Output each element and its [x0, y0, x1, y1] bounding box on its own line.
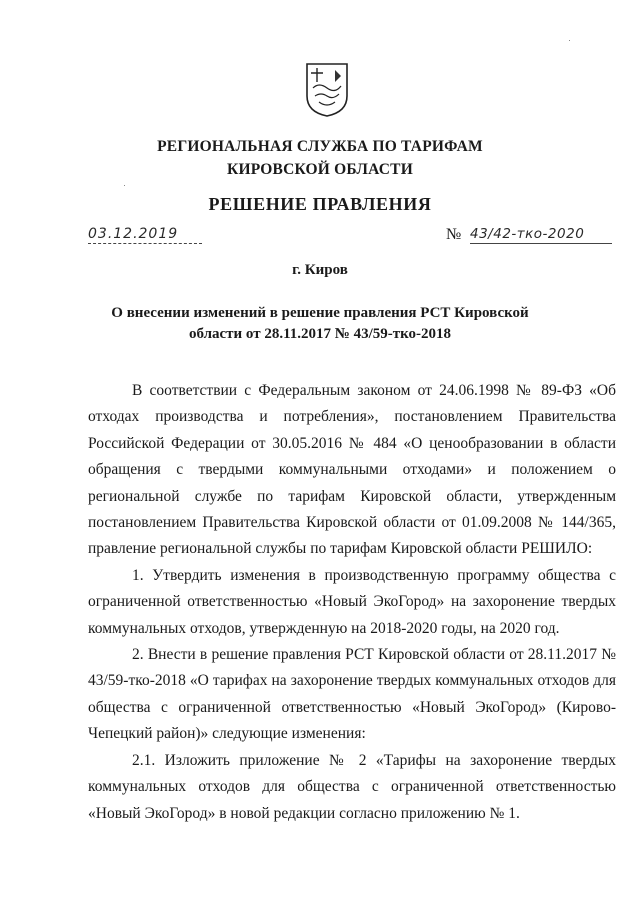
scan-speck — [569, 40, 570, 41]
decision-date: 03.12.2019 — [88, 226, 202, 244]
organization-name-line1: РЕГИОНАЛЬНАЯ СЛУЖБА ПО ТАРИФАМ — [157, 138, 483, 155]
subject-line2: области от 28.11.2017 № 43/59-тко-2018 — [188, 326, 452, 342]
paragraph-item-1: 1. Утвердить изменения в производственную программу общества с ограниченной ответственностью «Новый ЭкоГород» на захоронение твердых коммунальных отходов, утвержденную на 2018-2020 годы, на 2020 год. — [88, 566, 616, 637]
paragraph-item-2: 2. Внести в решение правления РСТ Кировской области от 28.11.2017 № 43/59-тко-2018 «О тарифах на захоронение твердых коммунальных отходов для общества с ограниченной ответственностью «Новый ЭкоГород» (Кирово-Чепецкий район)» следующие изменения: — [88, 646, 616, 743]
organization-name-line2: КИРОВСКОЙ ОБЛАСТИ — [227, 161, 413, 178]
coat-of-arms-icon — [305, 62, 349, 118]
decision-number: 43/42-тко-2020 — [470, 226, 612, 244]
scan-speck — [124, 185, 125, 186]
paragraph-item-2-1: 2.1. Изложить приложение № 2 «Тарифы на захоронение твердых коммунальных отходов для общества с ограниченной ответственностью «Новый ЭкоГород» в новой редакции согласно приложению № 1. — [88, 751, 616, 822]
number-label: № — [446, 226, 462, 243]
subject-line1: О внесении изменений в решение правления РСТ Кировской — [111, 305, 529, 321]
paragraph-preamble: В соответствии с Федеральным законом от 24.06.1998 № 89-ФЗ «Об отходах производства и потребления», постановлением Правительства Российской Федерации от 30.05.2016 № 484 «О ценообразовании в области обращения с твердыми коммунальными отходами» и положением о региональной службе по тарифам Кировской области, утвержденным постановлением Правительства Кировской области от 01.09.2008 № 144/365, правление региональной службы по тарифам Кировской области РЕШИЛО: — [88, 382, 616, 558]
document-title: РЕШЕНИЕ ПРАВЛЕНИЯ — [208, 194, 432, 214]
city: г. Киров — [292, 262, 348, 278]
document-body — [88, 378, 616, 827]
